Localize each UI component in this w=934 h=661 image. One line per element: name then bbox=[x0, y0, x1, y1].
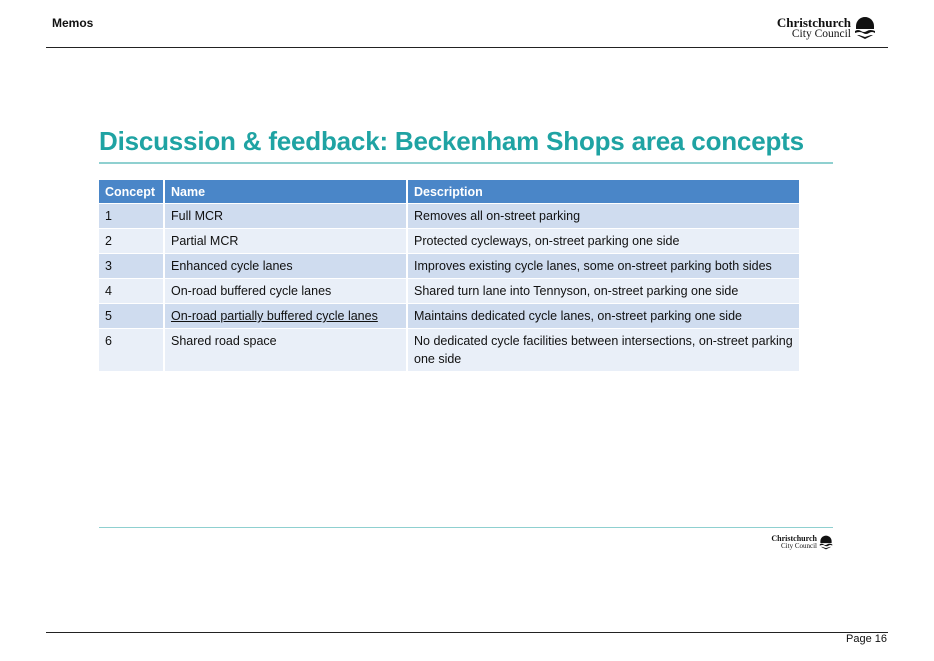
concept-description: No dedicated cycle facilities between intersections, on-street parking one side bbox=[407, 329, 799, 372]
header-rule bbox=[46, 47, 888, 48]
concept-number: 4 bbox=[99, 279, 164, 304]
memos-label: Memos bbox=[52, 16, 94, 30]
concept-number: 3 bbox=[99, 254, 164, 279]
concept-number: 5 bbox=[99, 304, 164, 329]
table-row bbox=[99, 304, 799, 329]
concept-description: Shared turn lane into Tennyson, on-street parking one side bbox=[407, 279, 799, 304]
concept-description: Improves existing cycle lanes, some on-street parking both sides bbox=[407, 254, 799, 279]
concept-name: On-road buffered cycle lanes bbox=[164, 279, 407, 304]
slide-footer-rule bbox=[99, 527, 833, 528]
concept-name-link[interactable]: On-road partially buffered cycle lanes bbox=[164, 304, 407, 329]
concept-name: Enhanced cycle lanes bbox=[164, 254, 407, 279]
logo-line-2: City Council bbox=[791, 28, 851, 40]
concept-number: 6 bbox=[99, 329, 164, 372]
slide-title: Discussion & feedback: Beckenham Shops area concepts bbox=[99, 126, 804, 156]
header-description: Description bbox=[407, 180, 799, 204]
header-concept: Concept bbox=[99, 180, 164, 204]
concept-name: Shared road space bbox=[164, 329, 407, 372]
concept-description: Removes all on-street parking bbox=[407, 204, 799, 229]
concept-number: 1 bbox=[99, 204, 164, 229]
slide-council-emblem-icon bbox=[819, 535, 833, 550]
table-row bbox=[99, 204, 799, 229]
logo-line-1: Christchurch bbox=[776, 15, 851, 30]
concepts-table bbox=[99, 180, 799, 371]
page-number: Page 16 bbox=[846, 633, 887, 645]
slide-logo-line-2: City Council bbox=[781, 542, 817, 550]
concept-number: 2 bbox=[99, 229, 164, 254]
footer-rule bbox=[46, 632, 888, 633]
concept-name: Full MCR bbox=[164, 204, 407, 229]
slide-council-logo bbox=[771, 535, 833, 550]
concept-description: Maintains dedicated cycle lanes, on-street parking one side bbox=[407, 304, 799, 329]
council-logo bbox=[777, 16, 876, 41]
concept-name: Partial MCR bbox=[164, 229, 407, 254]
table-row bbox=[99, 329, 799, 372]
table-row bbox=[99, 254, 799, 279]
table-row bbox=[99, 279, 799, 304]
title-underline bbox=[99, 162, 833, 164]
header-name: Name bbox=[164, 180, 407, 204]
table-header-row bbox=[99, 180, 799, 204]
concept-description: Protected cycleways, on-street parking one side bbox=[407, 229, 799, 254]
slide-logo-line-1: Christchurch bbox=[771, 534, 817, 543]
council-emblem-icon bbox=[854, 16, 876, 40]
table-row bbox=[99, 229, 799, 254]
